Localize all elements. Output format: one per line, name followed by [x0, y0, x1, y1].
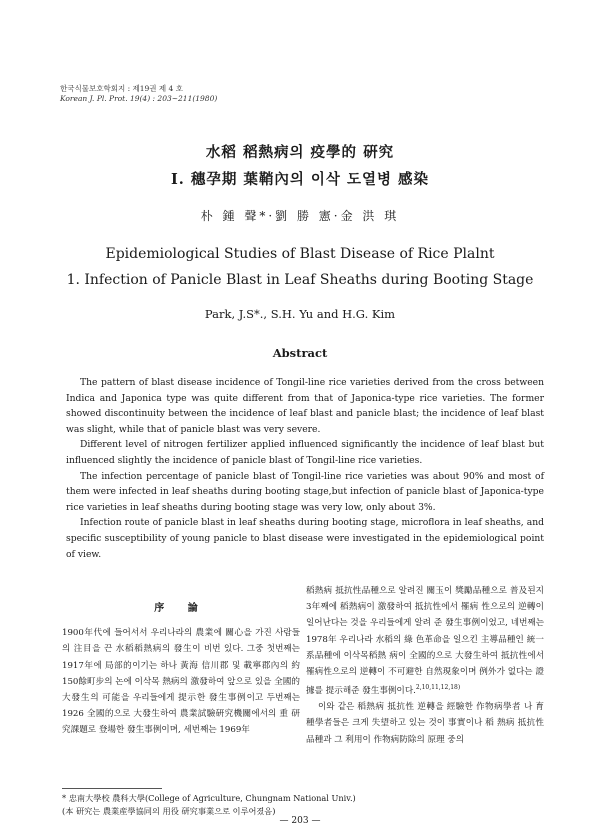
journal-line-english: Korean J. Pl. Prot. 19(4) : 203~211(1980): [60, 94, 218, 103]
title-english-line1: Epidemiological Studies of Blast Disease of Rice Plalnt: [105, 246, 495, 262]
body-paragraph-text: 稻熱病 抵抗性品種으로 알려진 關玉이 獎勵品種으로 普及된지 3年째에 稻熱病이 激發하여 抵抗性에서 罹病 性으로의 逆轉이 일어난다는 것을 우리들에게 알려 준 發生事例이었고, 네번째는 1978年 우리나라 水稻의 綠 色革命을 일으킨 主導品種인 統一系品種에 이삭목稻熱 病이 全國的으로 大發生하여 抵抗性에서 罹病性으로의 逆轉이 不可避한 自然現象이며 例外가 없다는 證據를 提示해준 發生事例이다.: [306, 586, 544, 697]
body-paragraph: [306, 583, 544, 699]
section-heading: 序 論: [154, 603, 208, 614]
authors-korean: 朴 鍾 聲*·劉 勝 憲·金 洪 琪: [200, 209, 400, 223]
journal-line-korean: 한국식물보호학회지 : 제19권 제 4 호: [60, 84, 183, 93]
page-number: — 203 —: [279, 816, 321, 826]
body-left-column: [62, 583, 300, 739]
abstract-paragraph: The infection percentage of panicle blast of Tongil-line rice varieties was about 90% and most of them were infected in leaf sheaths during booting stage,but infection of panicle blast of Japonica-type rice varieties in leaf sheaths during booting stage was very low, only about 3%.: [66, 470, 544, 513]
authors-english: Park, J.S*., S.H. Yu and H.G. Kim: [204, 307, 396, 321]
body-paragraph: 1900年代에 들어서서 우리나라의 農業에 關心을 가진 사람들의 注目을 끈 水稻稻熱病의 發生이 비번 있다. 그중 첫번째는 1917年에 局部的이기는 하나 黃海 信川郡 및 載寧郡內의 約 150餘町步의 논에 이삭목 熱病의 激發하여 앞으로 있을 全國的 大發生의 可能을 우리들에게 提示한 發生事例이고 두번째는 1926 全國的으로 大發生하여 農業試驗硏究機關에서의 重 研究課題로 登場한 發生事例이며, 세번째는 1969年: [62, 628, 300, 736]
footnote-affiliation: * 忠南大學校 農科大學(College of Agriculture, Chungnam National Univ.): [62, 793, 356, 803]
abstract-body: [66, 375, 544, 562]
abstract-heading: Abstract: [272, 346, 328, 360]
citation-refs: 2,10,11,12,18): [415, 684, 461, 692]
abstract-paragraph: Infection route of panicle blast in leaf sheaths during booting stage, microflora in leaf sheaths, and specific susceptibility of young panicle to blast disease were investigated in the epidemiological point of view.: [66, 517, 544, 560]
body-paragraph: 이와 같은 稻熱病 抵抗性 逆轉을 經驗한 作物病學者 나 育種學者들은 크게 失望하고 있는 것이 事實이나 稻 熱病 抵抗性品種과 그 利用이 作物病防除의 原理 중의: [306, 702, 544, 745]
footnote-rule: [62, 788, 162, 789]
abstract-paragraph: Different level of nitrogen fertilizer applied influenced significantly the incidence of leaf blast but influenced slightly the incidence of panicle blast of Tongil-line rice varieties.: [66, 439, 544, 466]
abstract-paragraph: The pattern of blast disease incidence of Tongil-line rice varieties derived from the cross between Indica and Japonica type was quite different from that of Japonica-type rice varieties. The former showed discontinuity between the incidence of leaf blast and panicle blast; the incidence of leaf blast was slight, while that of panicle blast was very severe.: [66, 377, 544, 435]
body-right-column: [306, 583, 544, 748]
title-korean-line1: 水稻 稻熱病의 疫學的 硏究: [205, 144, 395, 161]
title-english-line2: 1. Infection of Panicle Blast in Leaf Sheaths during Booting Stage: [66, 272, 534, 288]
footnote-funding: (本 研究는 農業産學協同의 用役 研究事業으로 이루어졌음): [62, 805, 276, 816]
footnote: [62, 792, 356, 817]
journal-reference: [60, 84, 217, 104]
title-korean-line2: I. 穗孕期 葉鞘內의 이삭 도열병 感染: [170, 171, 430, 188]
